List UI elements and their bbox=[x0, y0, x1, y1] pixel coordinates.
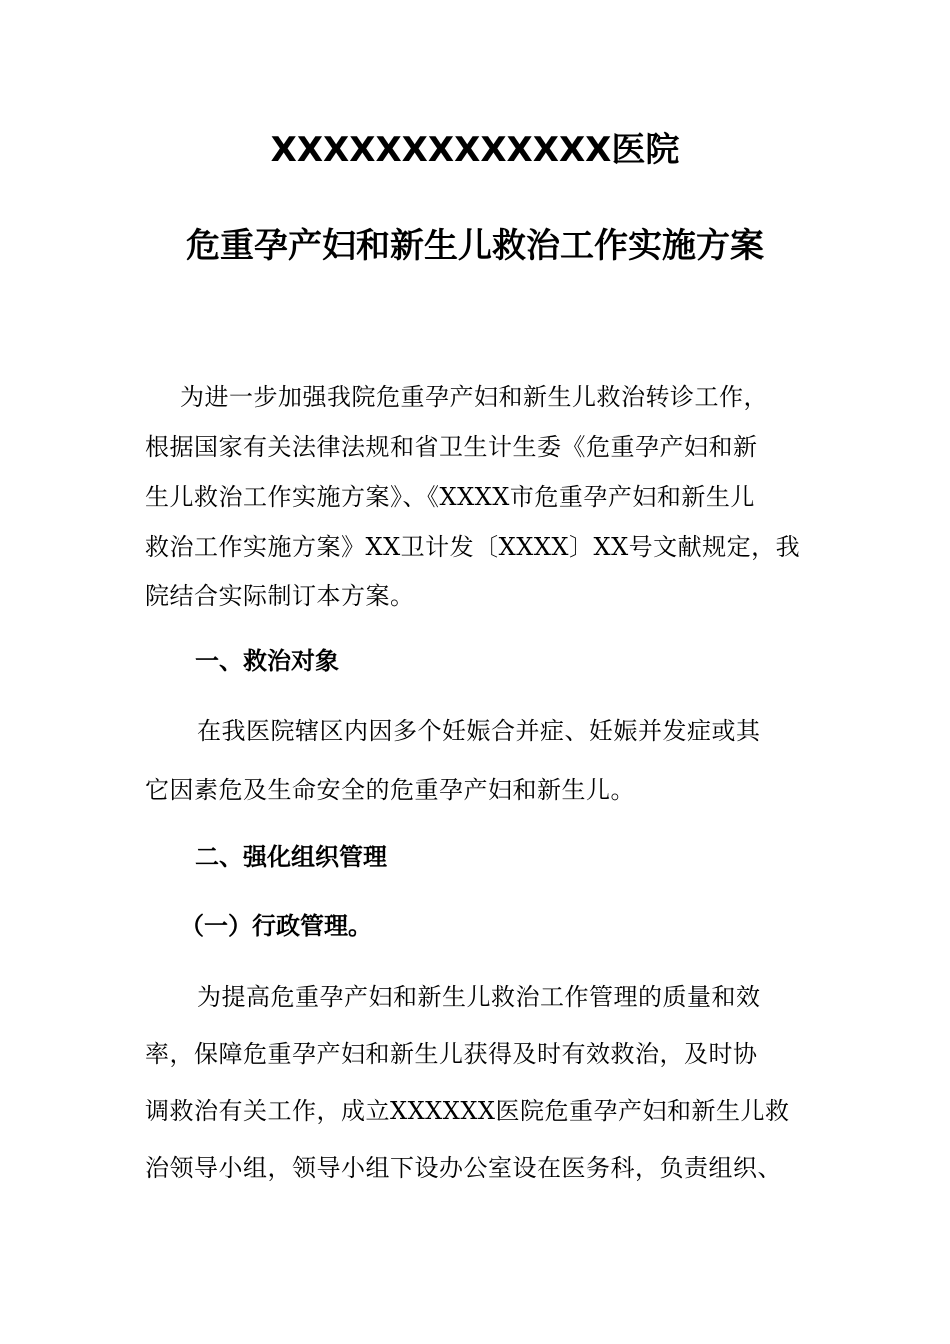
intro-line-3: 生儿救治工作实施方案》、《XXXX市危重孕产妇和新生儿 bbox=[145, 483, 755, 511]
document-title-plan: 危重孕产妇和新生儿救治工作实施方案 bbox=[186, 226, 764, 266]
intro-line-4: 救治工作实施方案》XX卫计发〔XXXX〕XX号文献规定，我 bbox=[145, 533, 801, 561]
subsection-1-line-1: 为提高危重孕产妇和新生儿救治工作管理的质量和效 bbox=[197, 983, 761, 1011]
intro-line-5: 院结合实际制订本方案。 bbox=[145, 582, 415, 610]
subsection-1-line-2: 率，保障危重孕产妇和新生儿获得及时有效救治，及时协 bbox=[145, 1040, 758, 1068]
intro-line-2: 根据国家有关法律法规和省卫生计生委《危重孕产妇和新 bbox=[145, 433, 758, 461]
section-1-heading: 一、救治对象 bbox=[195, 647, 339, 675]
document-title-hospital: XXXXXXXXXXXXX医院 bbox=[270, 130, 680, 170]
intro-line-1: 为进一步加强我院危重孕产妇和新生儿救治转诊工作， bbox=[180, 383, 768, 411]
section-2-heading: 二、强化组织管理 bbox=[195, 843, 387, 871]
subsection-1-line-3: 调救治有关工作，成立XXXXXX医院危重孕产妇和新生儿救 bbox=[145, 1097, 790, 1125]
section-1-line-1: 在我医院辖区内因多个妊娠合并症、妊娠并发症或其 bbox=[197, 717, 761, 745]
section-1-line-2: 它因素危及生命安全的危重孕产妇和新生儿。 bbox=[145, 776, 635, 804]
subsection-1-heading: （一）行政管理。 bbox=[180, 912, 372, 940]
subsection-1-line-4: 治领导小组，领导小组下设办公室设在医务科，负责组织、 bbox=[145, 1154, 782, 1182]
